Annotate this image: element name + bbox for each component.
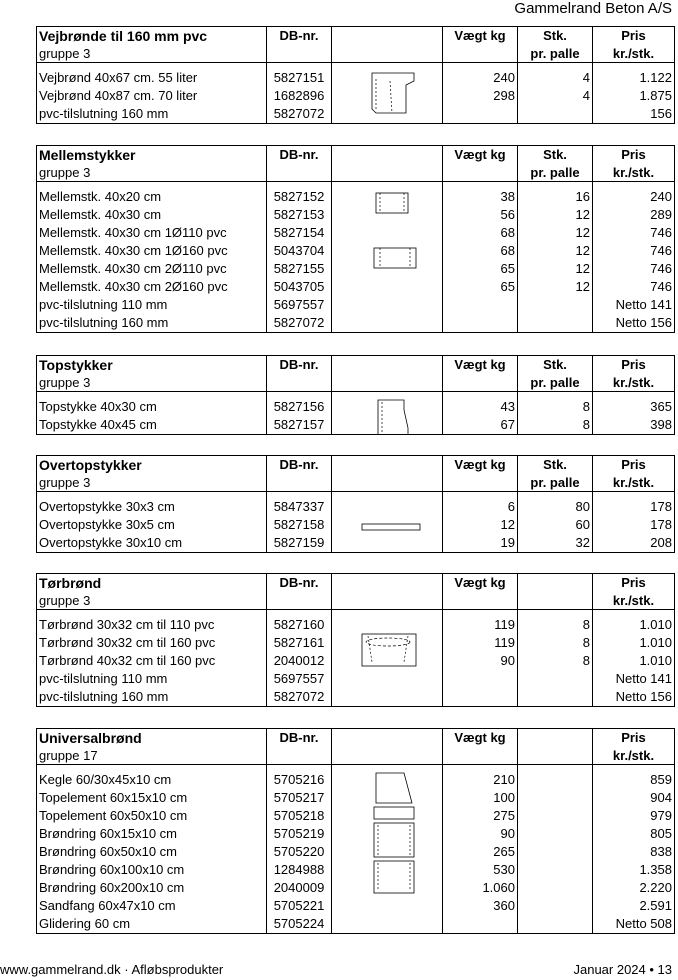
units-per-pallet: 60 [518, 516, 593, 534]
db-number: 5697557 [267, 296, 332, 314]
price: Netto 508 [593, 915, 675, 934]
table-row [37, 69, 675, 87]
product-sketch [332, 188, 443, 333]
price: 1.122 [593, 69, 675, 87]
table-row [37, 498, 675, 516]
units-per-pallet [518, 843, 593, 861]
units-per-pallet [518, 789, 593, 807]
price: 398 [593, 416, 675, 435]
product-name: Brøndring 60x200x10 cm [39, 880, 185, 895]
product-sketch [332, 616, 443, 707]
weight-kg: 530 [443, 861, 518, 879]
col-db-header: DB-nr. [267, 574, 332, 593]
units-per-pallet: 4 [518, 87, 593, 105]
price: 240 [593, 188, 675, 206]
product-name: Mellemstk. 40x30 cm [39, 207, 162, 222]
db-number: 5705216 [267, 771, 332, 789]
price: 2.591 [593, 897, 675, 915]
col-db-header: DB-nr. [267, 146, 332, 165]
units-per-pallet [518, 670, 593, 688]
col-pris-subheader: kr./stk. [593, 374, 675, 392]
product-name: Sandfang 60x47x10 cm [39, 898, 176, 913]
col-stk-header: Stk. [518, 456, 593, 475]
db-number: 5827151 [267, 69, 332, 87]
price: 859 [593, 771, 675, 789]
weight-kg: 360 [443, 897, 518, 915]
section-mellemstykker [36, 145, 675, 333]
section-group: gruppe 3 [39, 165, 91, 180]
price: 1.010 [593, 634, 675, 652]
weight-kg: 298 [443, 87, 518, 105]
weight-kg: 265 [443, 843, 518, 861]
db-number: 5043705 [267, 278, 332, 296]
units-per-pallet [518, 296, 593, 314]
col-pris-subheader: kr./stk. [593, 747, 675, 765]
price: 156 [593, 105, 675, 124]
section-title: Vejbrønde til 160 mm pvc [39, 28, 208, 44]
price: 904 [593, 789, 675, 807]
col-kg-header: Vægt kg [443, 574, 518, 593]
footer-date-page: Januar 2024 • 13 [573, 962, 672, 977]
db-number: 5705221 [267, 897, 332, 915]
section-title: Universalbrønd [39, 730, 142, 746]
col-pris-header: Pris [593, 27, 675, 46]
product-name: Vejbrønd 40x67 cm. 55 liter [39, 70, 198, 85]
units-per-pallet: 8 [518, 652, 593, 670]
col-kg-header: Vægt kg [443, 356, 518, 375]
col-stk-subheader [518, 592, 593, 610]
col-pris-subheader: kr./stk. [593, 592, 675, 610]
col-stk-subheader: pr. palle [518, 164, 593, 182]
db-number: 5827072 [267, 688, 332, 707]
product-name: pvc-tilslutning 110 mm [39, 671, 168, 686]
db-number: 5827156 [267, 398, 332, 416]
price: 365 [593, 398, 675, 416]
price: 1.010 [593, 652, 675, 670]
weight-kg: 90 [443, 825, 518, 843]
product-name: Topstykke 40x30 cm [39, 399, 157, 414]
units-per-pallet [518, 771, 593, 789]
weight-kg: 65 [443, 278, 518, 296]
units-per-pallet [518, 314, 593, 333]
product-name: Brøndring 60x15x10 cm [39, 826, 178, 841]
section-group: gruppe 3 [39, 593, 91, 608]
units-per-pallet [518, 861, 593, 879]
col-stk-header: Stk. [518, 27, 593, 46]
price: Netto 156 [593, 314, 675, 333]
price: 1.010 [593, 616, 675, 634]
col-db-header: DB-nr. [267, 27, 332, 46]
db-number: 5827159 [267, 534, 332, 553]
col-kg-header: Vægt kg [443, 27, 518, 46]
weight-kg: 240 [443, 69, 518, 87]
section-vejbr-nde-til-160-mm-pvc [36, 26, 675, 124]
db-number: 5827153 [267, 206, 332, 224]
weight-kg [443, 688, 518, 707]
col-pris-header: Pris [593, 729, 675, 748]
section-t-rbr-nd [36, 573, 675, 707]
db-number: 5847337 [267, 498, 332, 516]
price: 1.875 [593, 87, 675, 105]
units-per-pallet [518, 105, 593, 124]
col-stk-subheader [518, 747, 593, 765]
product-name: Mellemstk. 40x30 cm 2Ø110 pvc [39, 261, 227, 276]
product-name: Mellemstk. 40x20 cm [39, 189, 162, 204]
db-number: 5827072 [267, 105, 332, 124]
section-topstykker [36, 355, 675, 435]
db-number: 5827157 [267, 416, 332, 435]
weight-kg: 38 [443, 188, 518, 206]
col-pris-subheader: kr./stk. [593, 474, 675, 492]
units-per-pallet [518, 825, 593, 843]
units-per-pallet [518, 879, 593, 897]
col-stk-subheader: pr. palle [518, 474, 593, 492]
units-per-pallet: 12 [518, 242, 593, 260]
product-name: Overtopstykke 30x3 cm [39, 499, 175, 514]
db-number: 5705219 [267, 825, 332, 843]
units-per-pallet: 80 [518, 498, 593, 516]
price: 2.220 [593, 879, 675, 897]
price: 178 [593, 498, 675, 516]
weight-kg: 67 [443, 416, 518, 435]
product-drawing-icon [332, 498, 442, 552]
section-group: gruppe 3 [39, 475, 91, 490]
units-per-pallet [518, 807, 593, 825]
weight-kg: 56 [443, 206, 518, 224]
product-name: Kegle 60/30x45x10 cm [39, 772, 172, 787]
section-universalbr-nd [36, 728, 675, 934]
product-name: pvc-tilslutning 110 mm [39, 297, 168, 312]
company-name: Gammelrand Beton A/S [514, 0, 672, 17]
weight-kg: 68 [443, 224, 518, 242]
weight-kg [443, 670, 518, 688]
units-per-pallet: 8 [518, 398, 593, 416]
table-row [37, 771, 675, 789]
section-title: Overtopstykker [39, 457, 142, 473]
units-per-pallet: 16 [518, 188, 593, 206]
weight-kg [443, 915, 518, 934]
col-db-header: DB-nr. [267, 729, 332, 748]
price: 208 [593, 534, 675, 553]
product-drawing-icon [332, 771, 442, 933]
product-name: Topelement 60x15x10 cm [39, 790, 188, 805]
weight-kg: 1.060 [443, 879, 518, 897]
product-sketch [332, 398, 443, 435]
db-number: 5705217 [267, 789, 332, 807]
price: 746 [593, 242, 675, 260]
weight-kg: 119 [443, 616, 518, 634]
col-stk-header [518, 574, 593, 593]
product-name: Tørbrønd 30x32 cm til 110 pvc [39, 617, 215, 632]
col-pris-subheader: kr./stk. [593, 45, 675, 63]
weight-kg: 6 [443, 498, 518, 516]
db-number: 2040009 [267, 879, 332, 897]
db-number: 5705220 [267, 843, 332, 861]
col-stk-header [518, 729, 593, 748]
weight-kg: 90 [443, 652, 518, 670]
product-name: Vejbrønd 40x87 cm. 70 liter [39, 88, 198, 103]
units-per-pallet [518, 688, 593, 707]
product-drawing-icon [332, 188, 442, 332]
price: 746 [593, 224, 675, 242]
db-number: 5705218 [267, 807, 332, 825]
section-group: gruppe 3 [39, 46, 91, 61]
price: 746 [593, 260, 675, 278]
col-pris-header: Pris [593, 574, 675, 593]
product-drawing-icon [332, 398, 442, 434]
col-stk-header: Stk. [518, 146, 593, 165]
db-number: 5827154 [267, 224, 332, 242]
units-per-pallet: 12 [518, 278, 593, 296]
db-number: 5697557 [267, 670, 332, 688]
product-name: Overtopstykke 30x5 cm [39, 517, 175, 532]
units-per-pallet [518, 915, 593, 934]
units-per-pallet: 4 [518, 69, 593, 87]
weight-kg [443, 105, 518, 124]
table-row [37, 398, 675, 416]
price: 289 [593, 206, 675, 224]
units-per-pallet: 12 [518, 224, 593, 242]
db-number: 5827161 [267, 634, 332, 652]
section-title: Topstykker [39, 357, 113, 373]
product-name: Mellemstk. 40x30 cm 1Ø160 pvc [39, 243, 228, 258]
units-per-pallet: 12 [518, 260, 593, 278]
price: 979 [593, 807, 675, 825]
price: 805 [593, 825, 675, 843]
product-name: Brøndring 60x100x10 cm [39, 862, 185, 877]
col-db-header: DB-nr. [267, 456, 332, 475]
product-name: Brøndring 60x50x10 cm [39, 844, 178, 859]
price: Netto 141 [593, 296, 675, 314]
units-per-pallet: 12 [518, 206, 593, 224]
weight-kg: 12 [443, 516, 518, 534]
product-name: Tørbrønd 30x32 cm til 160 pvc [39, 635, 216, 650]
weight-kg: 43 [443, 398, 518, 416]
product-name: Topelement 60x50x10 cm [39, 808, 188, 823]
product-name: Mellemstk. 40x30 cm 2Ø160 pvc [39, 279, 228, 294]
col-kg-header: Vægt kg [443, 456, 518, 475]
section-overtopstykker [36, 455, 675, 553]
product-name: pvc-tilslutning 160 mm [39, 315, 169, 330]
weight-kg: 119 [443, 634, 518, 652]
col-kg-header: Vægt kg [443, 146, 518, 165]
col-pris-subheader: kr./stk. [593, 164, 675, 182]
product-drawing-icon [332, 69, 442, 123]
price: 1.358 [593, 861, 675, 879]
col-db-header: DB-nr. [267, 356, 332, 375]
units-per-pallet: 8 [518, 616, 593, 634]
units-per-pallet: 8 [518, 416, 593, 435]
col-stk-subheader: pr. palle [518, 45, 593, 63]
product-name: Tørbrønd 40x32 cm til 160 pvc [39, 653, 216, 668]
col-stk-header: Stk. [518, 356, 593, 375]
db-number: 2040012 [267, 652, 332, 670]
table-row [37, 616, 675, 634]
db-number: 5827072 [267, 314, 332, 333]
product-name: Topstykke 40x45 cm [39, 417, 157, 432]
weight-kg [443, 296, 518, 314]
units-per-pallet: 8 [518, 634, 593, 652]
product-sketch [332, 69, 443, 124]
weight-kg: 210 [443, 771, 518, 789]
table-row [37, 188, 675, 206]
product-drawing-icon [332, 616, 442, 706]
col-pris-header: Pris [593, 356, 675, 375]
price: 746 [593, 278, 675, 296]
units-per-pallet [518, 897, 593, 915]
weight-kg: 275 [443, 807, 518, 825]
product-sketch [332, 498, 443, 553]
product-name: pvc-tilslutning 160 mm [39, 689, 169, 704]
db-number: 5827158 [267, 516, 332, 534]
col-pris-header: Pris [593, 146, 675, 165]
weight-kg: 65 [443, 260, 518, 278]
db-number: 5827152 [267, 188, 332, 206]
db-number: 5705224 [267, 915, 332, 934]
product-name: Overtopstykke 30x10 cm [39, 535, 183, 550]
db-number: 1284988 [267, 861, 332, 879]
price: 178 [593, 516, 675, 534]
weight-kg: 19 [443, 534, 518, 553]
price: Netto 141 [593, 670, 675, 688]
section-title: Tørbrønd [39, 575, 102, 591]
col-stk-subheader: pr. palle [518, 374, 593, 392]
section-group: gruppe 3 [39, 375, 91, 390]
db-number: 5043704 [267, 242, 332, 260]
product-name: pvc-tilslutning 160 mm [39, 106, 169, 121]
product-name: Glidering 60 cm [39, 916, 131, 931]
product-name: Mellemstk. 40x30 cm 1Ø110 pvc [39, 225, 227, 240]
col-kg-header: Vægt kg [443, 729, 518, 748]
units-per-pallet: 32 [518, 534, 593, 553]
price: 838 [593, 843, 675, 861]
db-number: 5827155 [267, 260, 332, 278]
section-title: Mellemstykker [39, 147, 136, 163]
col-pris-header: Pris [593, 456, 675, 475]
db-number: 1682896 [267, 87, 332, 105]
weight-kg [443, 314, 518, 333]
section-group: gruppe 17 [39, 748, 98, 763]
db-number: 5827160 [267, 616, 332, 634]
footer-website: www.gammelrand.dk · Afløbsprodukter [0, 962, 224, 977]
price: Netto 156 [593, 688, 675, 707]
product-sketch [332, 771, 443, 934]
weight-kg: 100 [443, 789, 518, 807]
weight-kg: 68 [443, 242, 518, 260]
